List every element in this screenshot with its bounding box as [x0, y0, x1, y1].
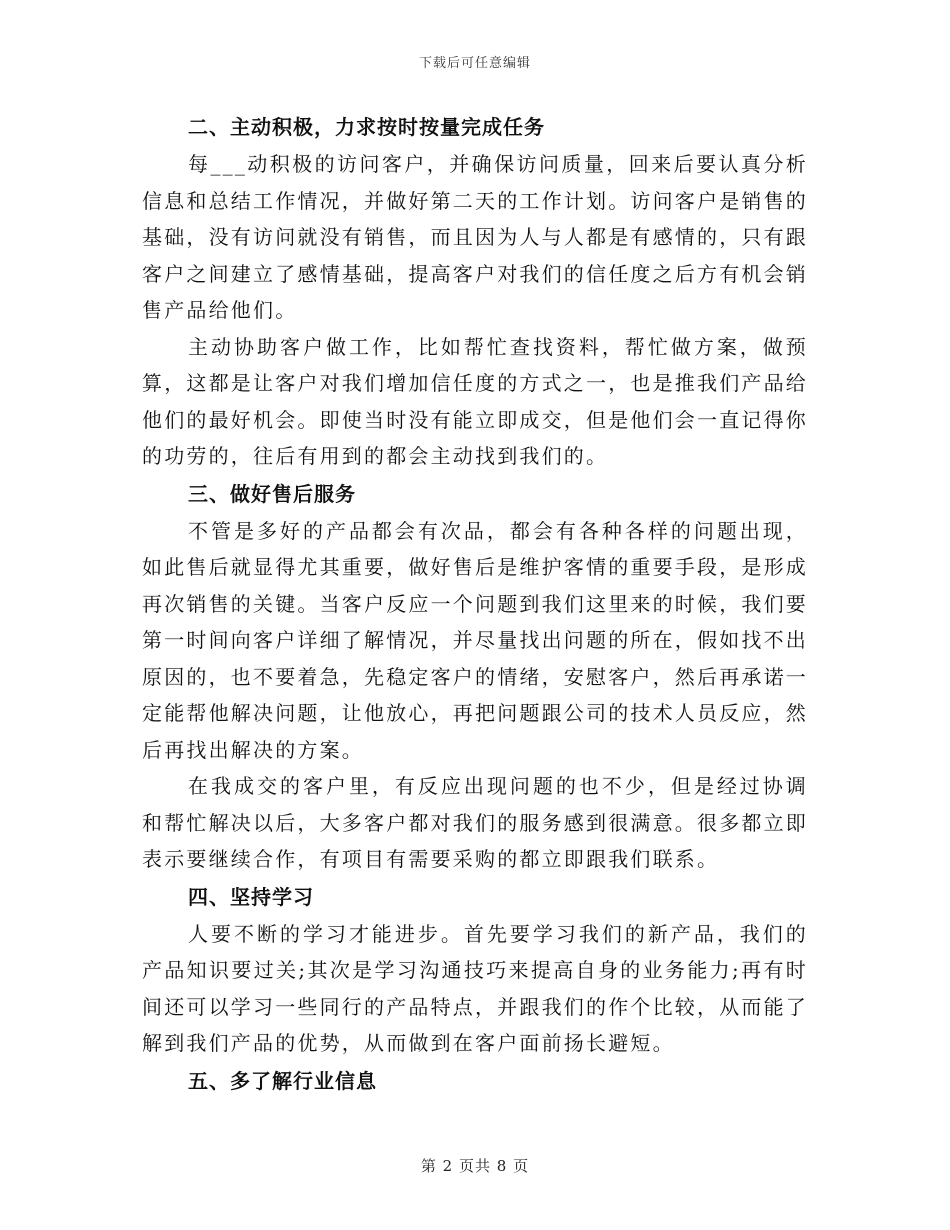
page-footer: 第 2 页共 8 页	[420, 1157, 530, 1175]
document-body	[142, 108, 808, 1100]
section-3-paragraph-1: 不管是多好的产品都会有次品，都会有各种各样的问题出现，如此售后就显得尤其重要，做好售后是维护客情的重要手段，是形成再次销售的关键。当客户反应一个问题到我们这里来的时候，我们要第一时间向客户详细了解情况，并尽量找出问题的所在，假如找不出原因的，也不要着急，先稳定客户的情绪，安慰客户，然后再承诺一定能帮他解决问题，让他放心，再把问题跟公司的技术人员反应，然后再找出解决的方案。	[142, 518, 808, 762]
section-heading-2: 二、主动积极，力求按时按量完成任务	[188, 115, 545, 139]
section-4-paragraph-1: 人要不断的学习才能进步。首先要学习我们的新产品，我们的产品知识要过关;其次是学习沟通技巧来提高自身的业务能力;再有时间还可以学习一些同行的产品特点，并跟我们的作个比较，从而能了解到我们产品的优势，从而做到在客户面前扬长避短。	[142, 921, 808, 1055]
section-heading-4: 四、坚持学习	[188, 884, 314, 909]
section-3-paragraph-2: 在我成交的客户里，有反应出现问题的也不少，但是经过协调和帮忙解决以后，大多客户都对我们的服务感到很满意。很多都立即表示要继续合作，有项目有需要采购的都立即跟我们联系。	[142, 774, 808, 871]
header-note: 下载后可任意编辑	[418, 56, 531, 71]
section-2-paragraph-1: 每___动积极的访问客户，并确保访问质量，回来后要认真分析信息和总结工作情况，并做好第二天的工作计划。访问客户是销售的基础，没有访问就没有销售，而且因为人与人都是有感情的，只有跟客户之间建立了感情基础，提高客户对我们的信任度之后方有机会销售产品给他们。	[142, 152, 808, 322]
section-heading-3: 三、做好售后服务	[188, 481, 356, 506]
section-heading-5: 五、多了解行业信息	[188, 1068, 377, 1093]
section-2-paragraph-2: 主动协助客户做工作，比如帮忙查找资料，帮忙做方案，做预算，这都是让客户对我们增加信任度的方式之一，也是推我们产品给他们的最好机会。即使当时没有能立即成交，但是他们会一直记得你的功劳的，往后有用到的都会主动找到我们的。	[142, 334, 808, 468]
